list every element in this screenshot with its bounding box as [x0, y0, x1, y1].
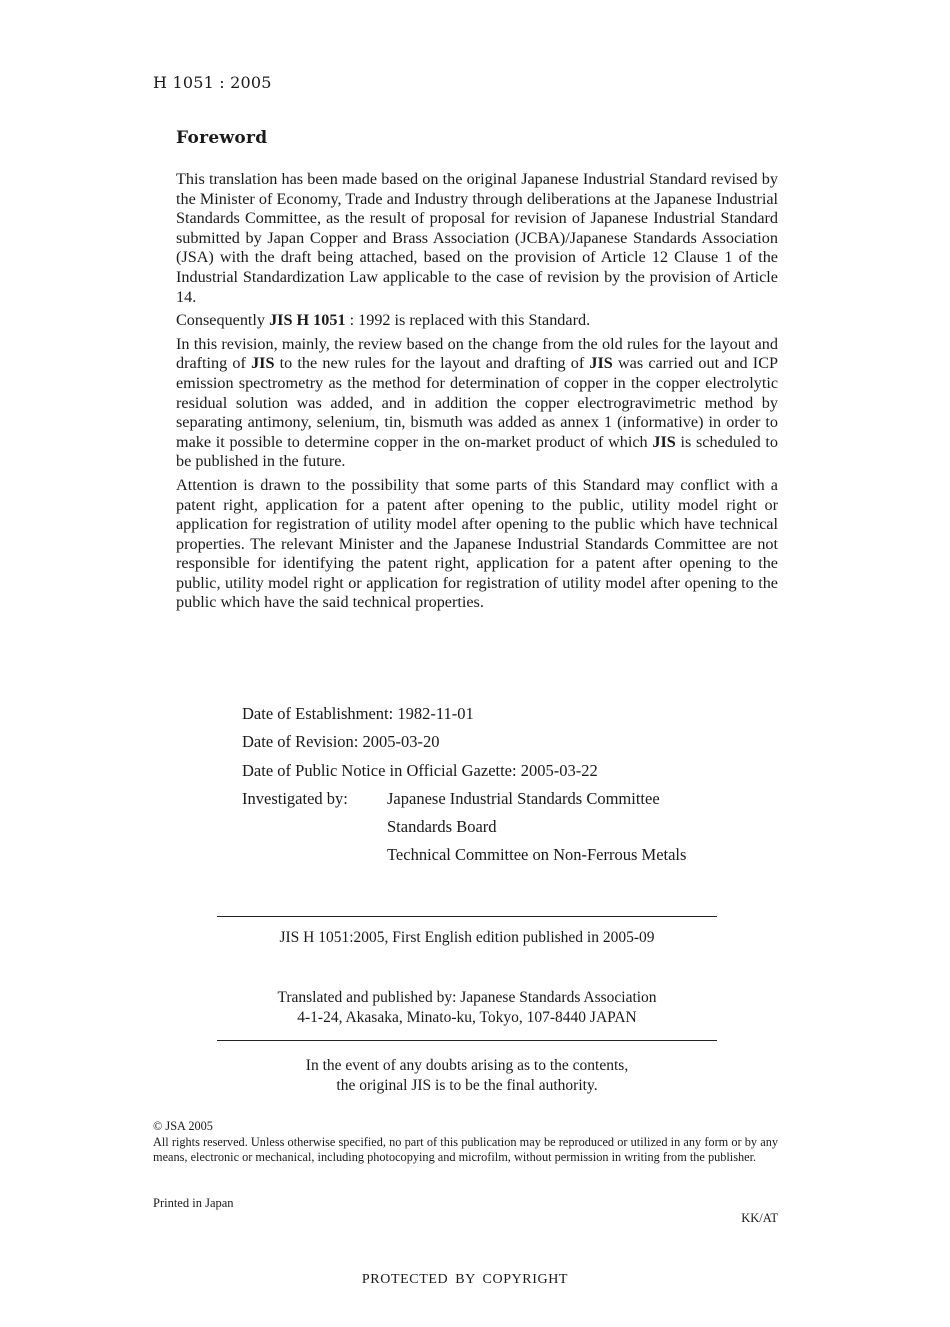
foreword-paragraph-2 — [176, 311, 778, 331]
date-revision: Date of Revision: 2005-03-20 — [242, 732, 440, 752]
protected-by-copyright: PROTECTED BY COPYRIGHT — [361, 1272, 569, 1287]
investigated-row-3 — [242, 843, 686, 871]
p3-jis-1: JIS — [251, 354, 275, 373]
dates-block — [242, 702, 686, 872]
edition-line: JIS H 1051:2005, First English edition published in 2005-09 — [279, 929, 655, 946]
p2-text-post: : 1992 is replaced with this Standard. — [345, 311, 591, 330]
rule-top — [217, 916, 717, 917]
p3-jis-2: JIS — [589, 354, 613, 373]
p2-standard-ref: JIS H 1051 — [269, 311, 346, 330]
p3-jis-3: JIS — [652, 432, 676, 451]
investigated-label: Investigated by: — [242, 788, 348, 808]
publisher-block — [217, 988, 717, 1028]
date-establishment: Date of Establishment: 1982-11-01 — [242, 704, 474, 723]
foreword-title: Foreword — [176, 128, 268, 148]
authority-line-1: In the event of any doubts arising as to the contents, — [305, 1057, 629, 1074]
publisher-address: 4-1-24, Akasaka, Minato-ku, Tokyo, 107-8440 JAPAN — [297, 1009, 637, 1026]
copyright-block — [153, 1119, 778, 1166]
authority-note — [217, 1056, 717, 1096]
footer-code: KK/AT — [741, 1211, 778, 1225]
printed-in: Printed in Japan — [153, 1196, 234, 1210]
authority-line-2: the original JIS is to be the final authority. — [336, 1077, 598, 1094]
p2-text-pre: Consequently — [176, 311, 270, 330]
p3-text-c: was carried out and ICP emission spectrometry as the method for determination of copper in the copper electrolytic residual solution was added, and in addition the copper electrogravimetric method by separating antimony, selenium, tin, bismuth was added as annex 1 (informative) in order to make it possible to determine copper in the on-market product of which — [176, 354, 779, 451]
page-header-doc-id: H 1051 : 2005 — [153, 73, 272, 92]
investigated-body-1: Japanese Industrial Standards Committee — [387, 788, 660, 808]
date-gazette: Date of Public Notice in Official Gazette: 2005-03-22 — [242, 760, 598, 780]
p3-text-b: to the new rules for the layout and drafting of — [274, 354, 590, 373]
investigated-body-3: Technical Committee on Non-Ferrous Metals — [387, 845, 687, 865]
foreword-paragraph-3 — [176, 335, 778, 472]
foreword-paragraph-4: Attention is drawn to the possibility that some parts of this Standard may conflict with a patent right, application for a patent after opening to the public, utility model right or application for registration of utility model after opening to the public which have technical properties. The relevant Minister and the Japanese Industrial Standards Committee are not responsible for identifying the patent right, application for a patent after opening to the public, utility model right or application for registration of utility model after opening to the public which have the said technical properties. — [176, 475, 778, 612]
p3-text-d: is scheduled to be published in the future. — [176, 432, 778, 471]
copyright-symbol-line: © JSA 2005 — [153, 1119, 213, 1133]
copyright-rights: All rights reserved. Unless otherwise specified, no part of this publication may be reproduced or utilized in any form or by any means, electronic or mechanical, including photocopying and microfilm, without permission in writing from the publisher. — [153, 1134, 778, 1165]
foreword-body — [176, 170, 778, 617]
publisher-line-1: Translated and published by: Japanese Standards Association — [277, 989, 657, 1006]
foreword-paragraph-1: This translation has been made based on the original Japanese Industrial Standard revised by the Minister of Economy, Trade and Industry through deliberations at the Japanese Industrial Standards Committee, as the result of proposal for revision of Japanese Industrial Standard submitted by Japan Copper and Brass Association (JCBA)/Japanese Standards Association (JSA) with the draft being attached, based on the provision of Article 12 Clause 1 of the Industrial Standardization Law applicable to the case of revision by the provision of Article 14. — [176, 170, 778, 306]
investigated-body-2: Standards Board — [387, 817, 497, 837]
p3-text-a: In this revision, mainly, the review based on the change from the old rules for the layout and drafting of — [176, 334, 778, 373]
investigated-row-2 — [242, 815, 686, 843]
investigated-row-1 — [242, 787, 686, 815]
rule-bottom — [217, 1040, 717, 1041]
